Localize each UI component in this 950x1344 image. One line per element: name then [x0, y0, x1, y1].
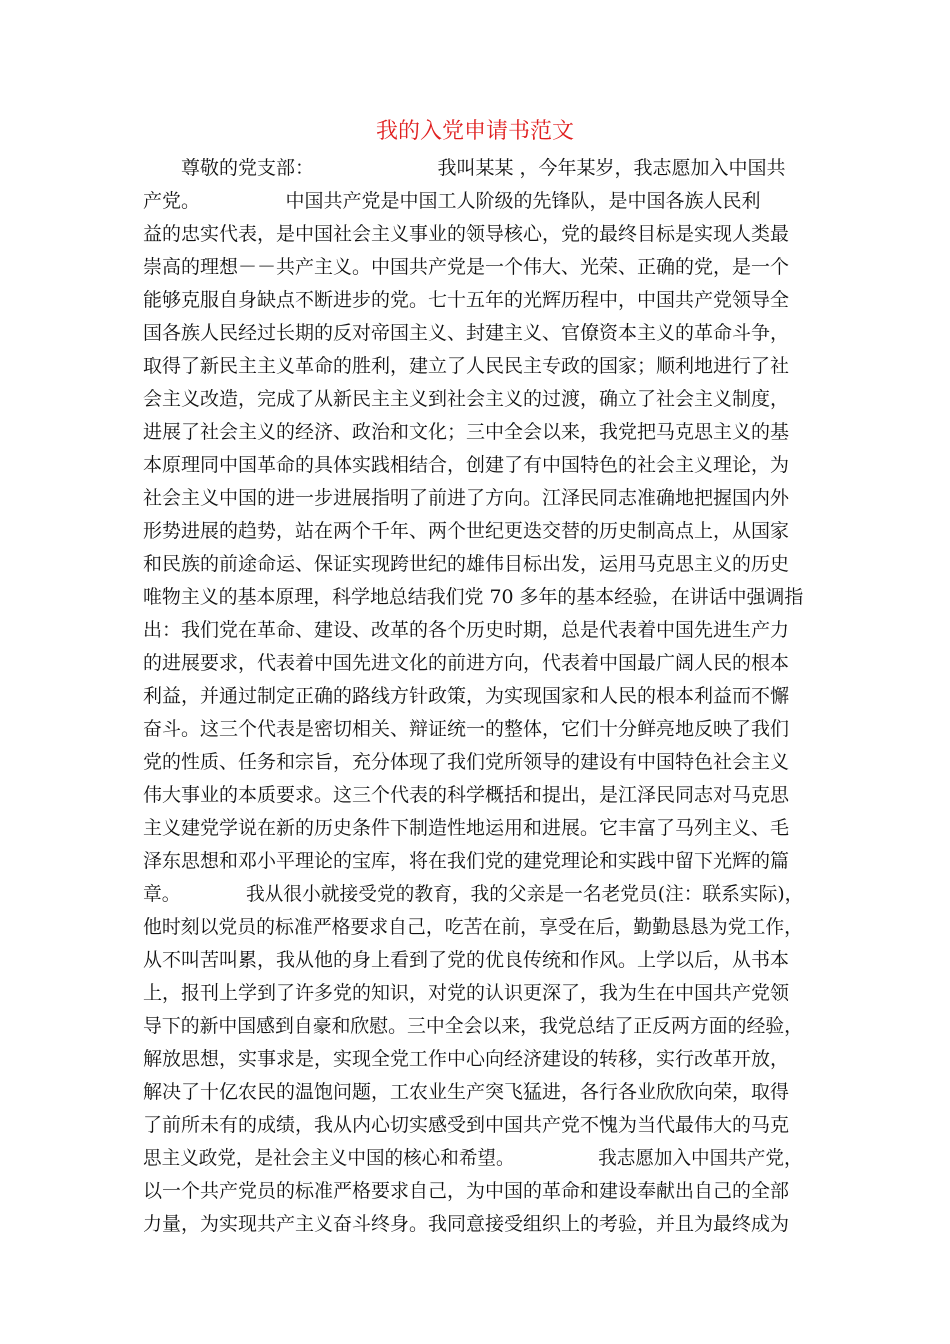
body-line: 进展了社会主义的经济、政治和文化；三中全会以来，我党把马克思主义的基	[143, 421, 790, 443]
body-line: 他时刻以党员的标准严格要求自己，吃苦在前，享受在后，勤勤恳恳为党工作，	[143, 916, 804, 938]
body-line: 利益，并通过制定正确的路线方针政策，为实现国家和人民的根本利益而不懈	[143, 685, 790, 707]
body-line: 导下的新中国感到自豪和欣慰。三中全会以来，我党总结了正反两方面的经验，	[143, 1015, 804, 1037]
body-line: 会主义改造，完成了从新民主主义到社会主义的过渡，确立了社会主义制度，	[143, 388, 790, 410]
body-line: 益的忠实代表，是中国社会主义事业的领导核心，党的最终目标是实现人类最	[143, 223, 790, 245]
body-line: 社会主义中国的进一步进展指明了前进了方向。江泽民同志准确地把握国内外	[143, 487, 790, 509]
body-line: 主义建党学说在新的历史条件下制造性地运用和进展。它丰富了马列主义、毛	[143, 817, 790, 839]
body-line: 尊敬的党支部： 我叫某某 ，今年某岁，我志愿加入中国共	[143, 157, 786, 179]
body-line: 上，报刊上学到了许多党的知识，对党的认识更深了，我为生在中国共产党领	[143, 982, 790, 1004]
body-line: 解放思想，实事求是，实现全党工作中心向经济建设的转移，实行改革开放，	[143, 1048, 790, 1070]
body-line: 出：我们党在革命、建设、改革的各个历史时期，总是代表着中国先进生产力	[143, 619, 790, 641]
body-line: 本原理同中国革命的具体实践相结合，创建了有中国特色的社会主义理论，为	[143, 454, 790, 476]
body-line: 和民族的前途命运、保证实现跨世纪的雄伟目标出发，运用马克思主义的历史	[143, 553, 790, 575]
body-line: 了前所未有的成绩，我从内心切实感受到中国共产党不愧为当代最伟大的马克	[143, 1114, 790, 1136]
body-line: 章。 我从很小就接受党的教育，我的父亲是一名老党员(注：联系实际)，	[143, 883, 804, 905]
body-line: 取得了新民主主义革命的胜利，建立了人民民主专政的国家；顺利地进行了社	[143, 355, 790, 377]
body-line: 形势进展的趋势，站在两个千年、两个世纪更迭交替的历史制高点上，从国家	[143, 520, 790, 542]
body-line: 能够克服自身缺点不断进步的党。七十五年的光辉历程中，中国共产党领导全	[143, 289, 790, 311]
body-line: 解决了十亿农民的温饱问题，工农业生产突飞猛进，各行各业欣欣向荣，取得	[143, 1081, 790, 1103]
body-line: 从不叫苦叫累，我从他的身上看到了党的优良传统和作风。上学以后，从书本	[143, 949, 790, 971]
body-line: 的进展要求，代表着中国先进文化的前进方向，代表着中国最广阔人民的根本	[143, 652, 790, 674]
body-line: 泽东思想和邓小平理论的宝库，将在我们党的建党理论和实践中留下光辉的篇	[143, 850, 790, 872]
body-line: 崇高的理想－－共产主义。中国共产党是一个伟大、光荣、正确的党，是一个	[143, 256, 790, 278]
document-title: 我的入党申请书范文	[375, 119, 574, 144]
body-line: 产党。 中国共产党是中国工人阶级的先锋队，是中国各族人民利	[143, 190, 761, 212]
body-line: 国各族人民经过长期的反对帝国主义、封建主义、官僚资本主义的革命斗争，	[143, 322, 790, 344]
body-line: 唯物主义的基本原理，科学地总结我们党 70 多年的基本经验，在讲话中强调指	[143, 586, 804, 608]
body-line: 奋斗。这三个代表是密切相关、辩证统一的整体，它们十分鲜亮地反映了我们	[143, 718, 790, 740]
body-line: 思主义政党，是社会主义中国的核心和希望。 我志愿加入中国共产党，	[143, 1147, 803, 1169]
body-line: 力量，为实现共产主义奋斗终身。我同意接受组织上的考验，并且为最终成为	[143, 1213, 790, 1235]
body-line: 党的性质、任务和宗旨，充分体现了我们党所领导的建设有中国特色社会主义	[143, 751, 790, 773]
body-line: 以一个共产党员的标准严格要求自己，为中国的革命和建设奉献出自己的全部	[143, 1180, 790, 1202]
body-line: 伟大事业的本质要求。这三个代表的科学概括和提出，是江泽民同志对马克思	[143, 784, 790, 806]
document-body	[143, 152, 803, 1241]
